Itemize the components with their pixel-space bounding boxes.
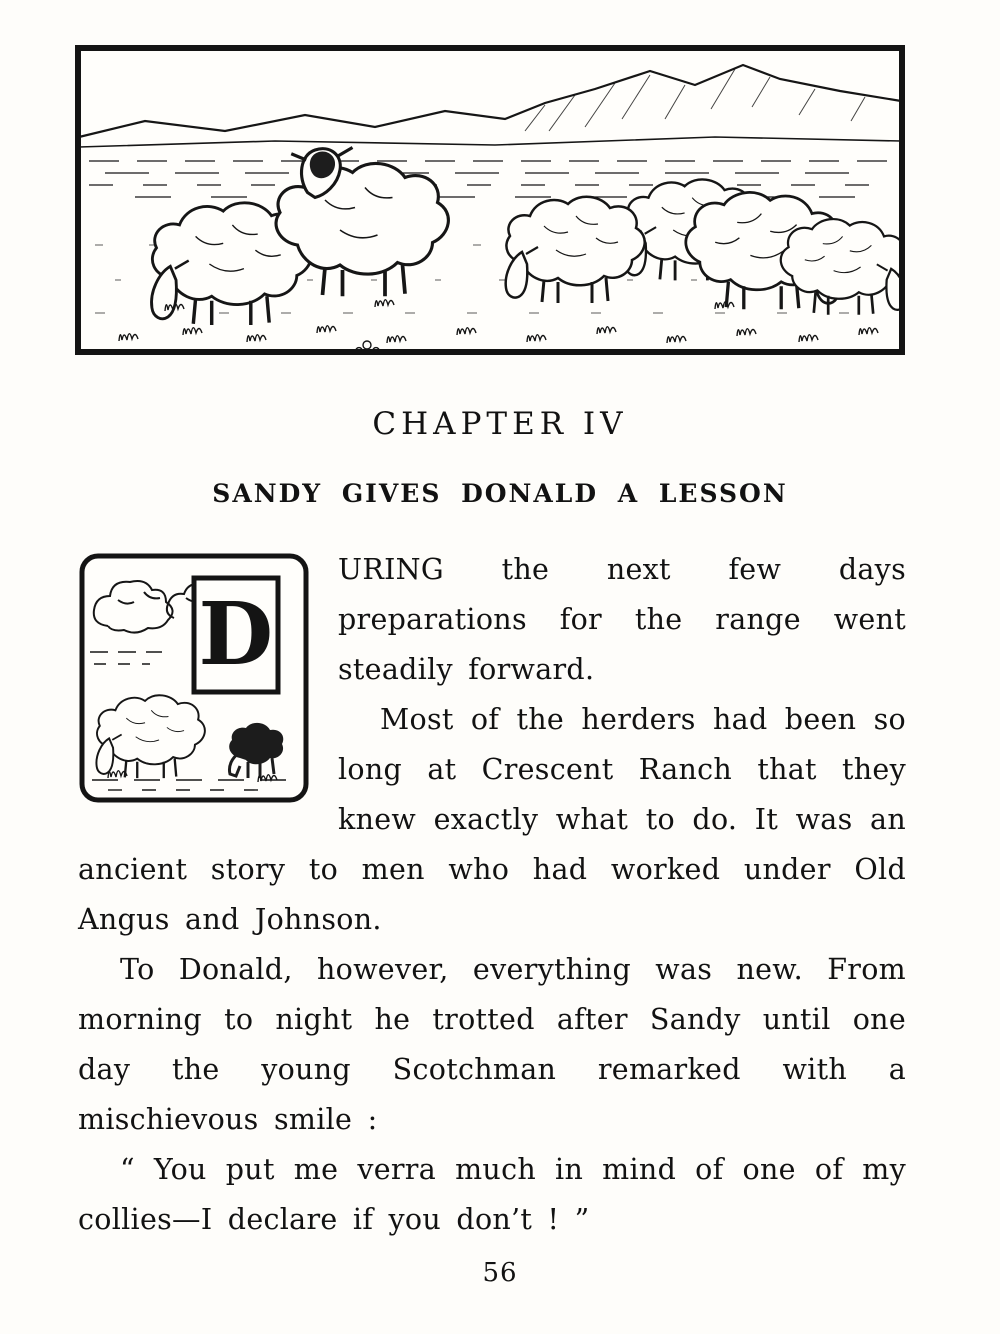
paragraph-4: “ You put me verra much in mind of one of my collies—I declare if you don’t ! ” <box>78 1153 906 1236</box>
page-number: 56 <box>482 1258 518 1288</box>
paragraph-3: To Donald, however, everything was new. From morning to night he trotted after Sandy until one day the young Scotchman remarked with a mischievous smile : <box>78 953 906 1136</box>
header-illustration <box>75 45 905 355</box>
drop-cap-scene <box>78 552 310 804</box>
paragraph-1: URING the next few days preparations for the range went steadily forward. <box>338 553 906 686</box>
paragraph-2: Most of the herders had been so long at Crescent Ranch that they knew exactly what to do. It was an ancient story to men who had worked under Old Angus and Johnson. <box>78 703 906 936</box>
chapter-subtitle: SANDY GIVES DONALD A LESSON <box>212 479 788 508</box>
pasture-scene <box>75 45 905 355</box>
drop-cap-letter: D <box>198 584 274 685</box>
chapter-title: CHAPTER IV <box>372 406 628 442</box>
drop-cap-illustration <box>78 552 310 804</box>
body-text <box>78 545 906 1245</box>
